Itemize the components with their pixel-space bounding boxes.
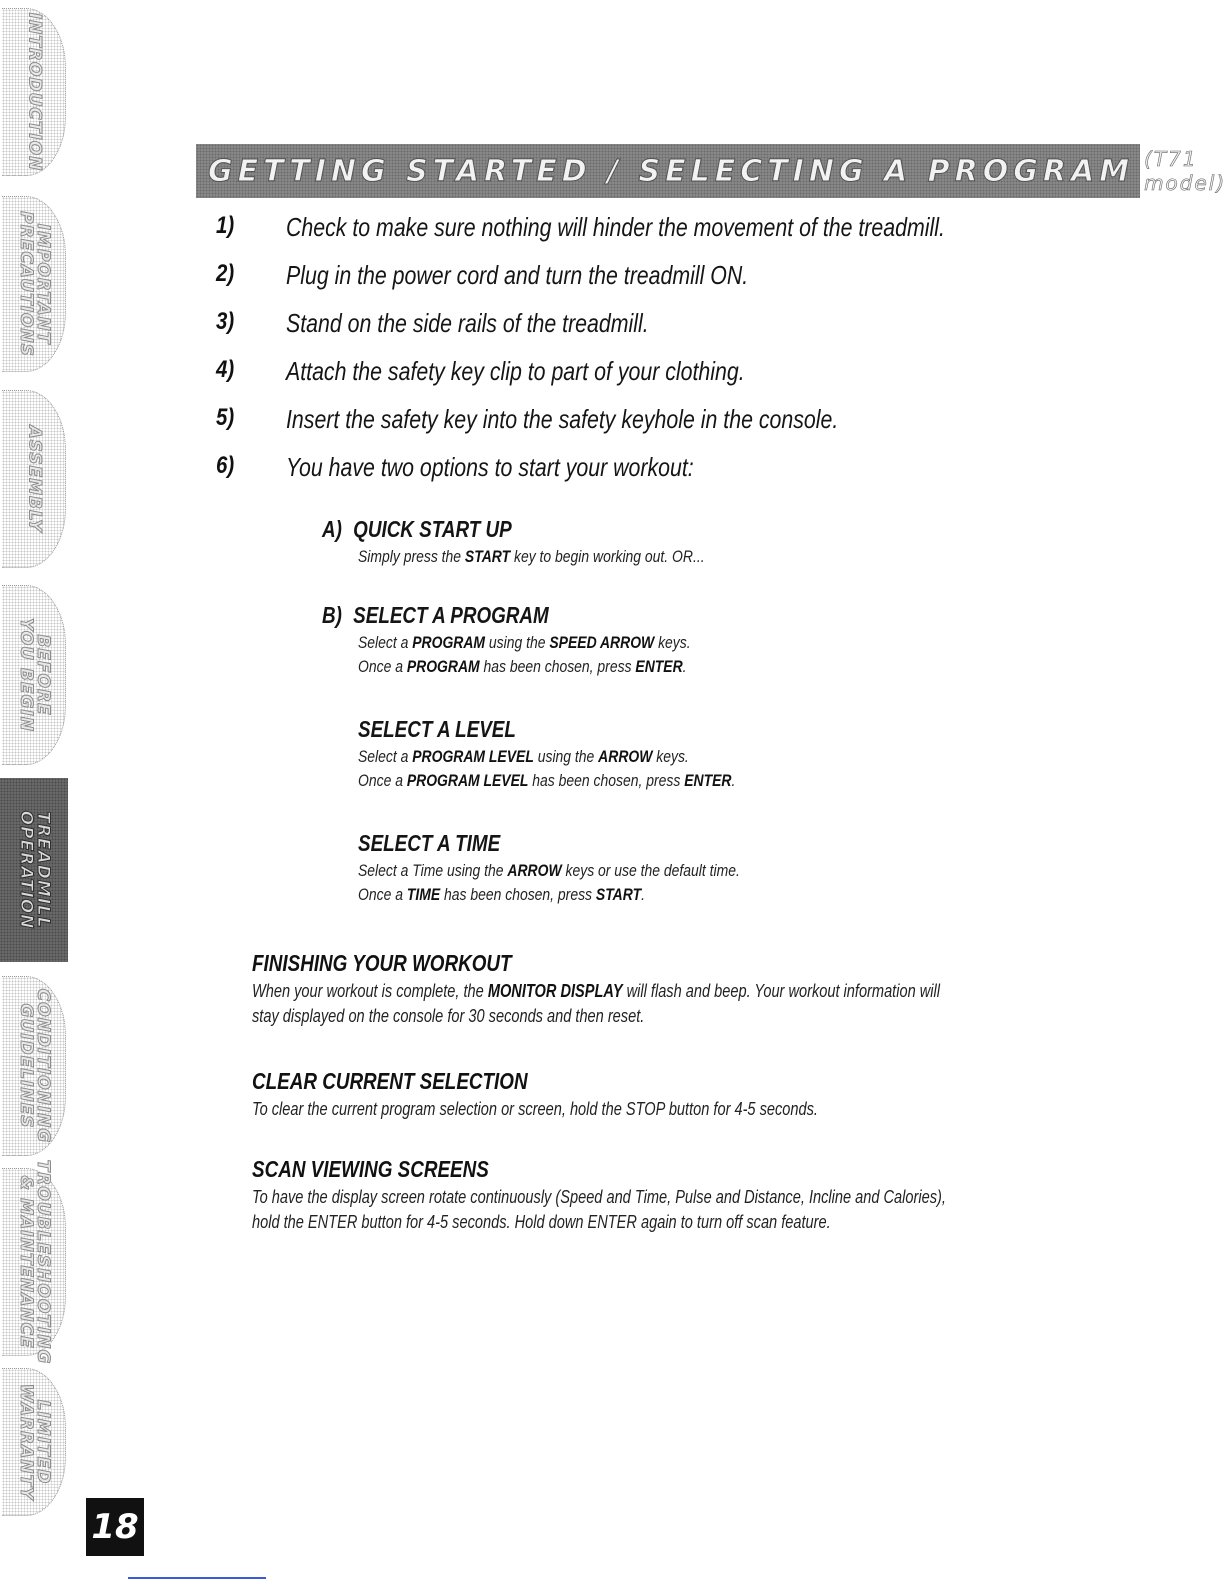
- option-title: QUICK START UP: [353, 516, 512, 542]
- side-tab-label: TROUBLESHOOTING & MAINTENANCE: [15, 1159, 53, 1365]
- text-run: using the: [533, 747, 599, 766]
- step-text: Stand on the side rails of the treadmill.: [286, 308, 649, 338]
- side-tab-label: ASSEMBLY: [24, 425, 44, 533]
- text-run: Select a: [358, 747, 413, 766]
- option-heading: [322, 602, 684, 629]
- step-text: You have two options to start your workout:: [286, 452, 694, 482]
- option-heading: [322, 516, 698, 543]
- key-name: PROGRAM: [412, 633, 486, 652]
- option-letter: A): [322, 516, 342, 542]
- option-select-level: [358, 716, 818, 793]
- key-name: ARROW: [507, 861, 562, 880]
- option-text: [358, 883, 740, 907]
- side-tab-label: IMPORTANT PRECAUTIONS: [15, 211, 53, 357]
- section-text: To clear the current program selection or screen, hold the STOP button for 4-5 seconds.: [252, 1099, 818, 1119]
- side-tab-label: BEFORE YOU BEGIN: [15, 618, 53, 732]
- text-run: has been chosen, press: [440, 885, 596, 904]
- key-name: START: [464, 547, 511, 566]
- option-title: SELECT A TIME: [358, 830, 501, 856]
- key-name: ENTER: [635, 657, 683, 676]
- text-run: When your workout is complete, the: [252, 981, 488, 1001]
- text-run: Once a: [358, 771, 407, 790]
- step-text: Attach the safety key clip to part of your clothing.: [286, 356, 745, 386]
- text-run: Once a: [358, 657, 407, 676]
- option-quick-start: [322, 516, 781, 569]
- step-number: 4): [216, 356, 235, 383]
- key-name: PROGRAM: [406, 657, 480, 676]
- text-run: Simply press the: [358, 547, 465, 566]
- text-run: Once a: [358, 885, 407, 904]
- text-run: will flash and beep. Your workout information will: [622, 981, 940, 1001]
- option-title: SELECT A LEVEL: [358, 716, 516, 742]
- model-label: (T71 model): [1144, 147, 1226, 195]
- text-run: keys or use the default time.: [561, 861, 740, 880]
- text-run: .: [641, 885, 645, 904]
- side-tab-troubleshooting-maintenance[interactable]: [2, 1159, 66, 1365]
- text-run: has been chosen, press: [479, 657, 636, 676]
- section-title: CLEAR CURRENT SELECTION: [252, 1068, 528, 1094]
- section-banner: [196, 144, 1226, 198]
- footer-rule: [128, 1577, 266, 1579]
- key-name: TIME: [406, 885, 441, 904]
- list-item: [216, 212, 1156, 260]
- option-select-time: [358, 830, 824, 907]
- side-tab-important-precautions[interactable]: [2, 196, 66, 372]
- section-text: hold the ENTER button for 4-5 seconds. Hold down ENTER again to turn off scan feature.: [252, 1212, 831, 1232]
- step-number: 6): [216, 452, 235, 479]
- option-text: [358, 655, 691, 679]
- list-item: [216, 260, 1156, 308]
- side-tab-label: TREADMILL OPERATION: [16, 810, 53, 930]
- list-item: [216, 308, 1156, 356]
- side-tab-label: CONDITIONING GUIDELINES: [15, 988, 53, 1144]
- section-text: To have the display screen rotate continuously (Speed and Time, Pulse and Distance, Incline and Calories),: [252, 1187, 946, 1207]
- text-run: using the: [485, 633, 550, 652]
- section-text: [252, 979, 981, 1004]
- step-text: Check to make sure nothing will hinder the movement of the treadmill.: [286, 212, 945, 242]
- text-run: .: [731, 771, 736, 790]
- side-tab-before-you-begin[interactable]: [2, 585, 66, 765]
- text-run: key to begin working out. OR...: [510, 547, 705, 566]
- side-tabs: [0, 0, 70, 1584]
- text-run: keys.: [652, 747, 689, 766]
- section-finishing-workout: [252, 950, 1152, 1029]
- page-number: 18: [86, 1498, 144, 1556]
- option-title: SELECT A PROGRAM: [353, 602, 549, 628]
- side-tab-conditioning-guidelines[interactable]: [2, 976, 66, 1156]
- steps-list: [216, 212, 1156, 500]
- side-tab-limited-warranty[interactable]: [2, 1368, 66, 1516]
- key-name: SPEED ARROW: [549, 633, 655, 652]
- text-run: Select a: [358, 633, 413, 652]
- section-clear-selection: [252, 1068, 1152, 1122]
- option-text: [358, 859, 740, 883]
- side-tab-assembly[interactable]: [2, 390, 66, 568]
- step-number: 2): [216, 260, 235, 287]
- section-scan-screens: [252, 1156, 1152, 1235]
- list-item: [216, 356, 1156, 404]
- list-item: [216, 404, 1156, 452]
- option-text: [358, 745, 735, 769]
- page-title: GETTING STARTED / SELECTING A PROGRAM: [208, 153, 1135, 189]
- section-text: stay displayed on the console for 30 seconds and then reset.: [252, 1006, 645, 1026]
- key-name: START: [595, 885, 642, 904]
- step-text: Insert the safety key into the safety keyhole in the console.: [286, 404, 839, 434]
- side-tab-treadmill-operation[interactable]: [0, 778, 68, 962]
- option-letter: B): [322, 602, 342, 628]
- side-tab-label: INTRODUCTION: [24, 12, 44, 172]
- option-text: [358, 769, 735, 793]
- side-tab-introduction[interactable]: [2, 8, 66, 176]
- step-number: 1): [216, 212, 235, 239]
- step-number: 5): [216, 404, 235, 431]
- text-run: .: [682, 657, 687, 676]
- text-run: Select a Time using the: [358, 861, 508, 880]
- key-name: PROGRAM LEVEL: [412, 747, 534, 766]
- key-name: ENTER: [684, 771, 732, 790]
- key-name: ARROW: [598, 747, 653, 766]
- section-title: FINISHING YOUR WORKOUT: [252, 950, 512, 976]
- option-text: [358, 545, 705, 569]
- side-tab-label: LIMITED WARRANTY: [15, 1383, 53, 1501]
- step-number: 3): [216, 308, 235, 335]
- text-run: keys.: [654, 633, 691, 652]
- section-title: SCAN VIEWING SCREENS: [252, 1156, 489, 1182]
- option-select-program: [322, 602, 764, 679]
- text-run: has been chosen, press: [528, 771, 685, 790]
- key-name: PROGRAM LEVEL: [406, 771, 529, 790]
- option-text: [358, 631, 691, 655]
- list-item: [216, 452, 1156, 500]
- step-text: Plug in the power cord and turn the treadmill ON.: [286, 260, 749, 290]
- key-name: MONITOR DISPLAY: [487, 981, 623, 1001]
